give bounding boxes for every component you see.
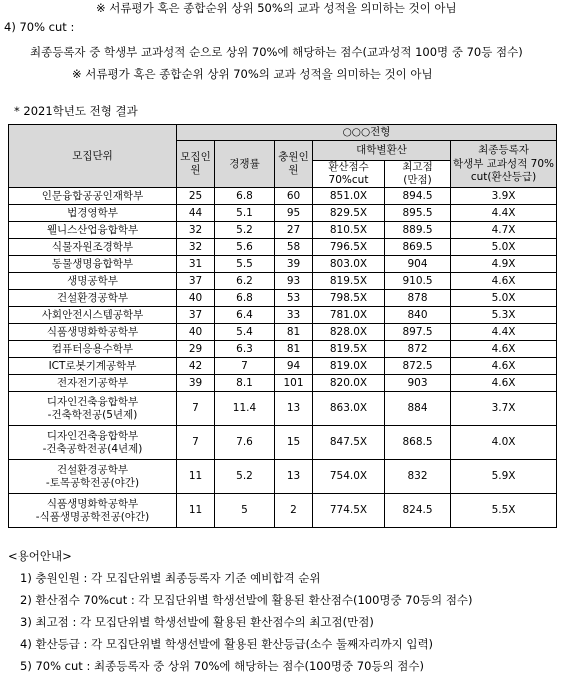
- header-ratio: 경쟁률: [215, 141, 275, 188]
- cell-unit-line1: 인문융합공공인재학부: [41, 189, 144, 202]
- cell-ratio: 7.6: [215, 426, 275, 460]
- cell-unit-line1: 식품생명화학공학부: [46, 497, 139, 510]
- header-group-title: ○○○전형: [177, 125, 557, 141]
- glossary-item: 1) 충원인원 : 각 모집단위별 최종등록자 기준 예비합격 순위: [20, 571, 321, 585]
- cell-quota: 40: [177, 324, 215, 341]
- cell-unit: [9, 290, 177, 307]
- cell-score: 798.5X: [313, 290, 385, 307]
- cell-score: 796.5X: [313, 239, 385, 256]
- section-4-note: ※ 서류평가 혹은 종합순위 상위 70%의 교과 성적을 의미하는 것이 아님: [72, 67, 433, 81]
- header-final-line2: 학생부 교과성적 70%: [453, 157, 555, 170]
- cell-grade: 4.9X: [451, 256, 557, 273]
- cell-ratio: 5.2: [215, 222, 275, 239]
- header-filled: 충원인원: [275, 141, 313, 188]
- cell-grade: 4.6X: [451, 358, 557, 375]
- cell-ratio: 5.1: [215, 205, 275, 222]
- cell-unit: [9, 392, 177, 426]
- cell-score: 754.0X: [313, 460, 385, 494]
- header-final-line3: cut(환산등급): [470, 170, 537, 183]
- cell-ratio: 6.3: [215, 341, 275, 358]
- table-row: [9, 494, 557, 528]
- table-row: [9, 205, 557, 222]
- cell-max: 872: [385, 341, 451, 358]
- cell-max: 824.5: [385, 494, 451, 528]
- table-row: [9, 426, 557, 460]
- table-row: [9, 290, 557, 307]
- cell-unit: [9, 273, 177, 290]
- cell-unit-line1: 건설환경공학부: [56, 463, 128, 476]
- cell-ratio: 5.2: [215, 460, 275, 494]
- header-score70-label: 환산점수: [328, 161, 369, 173]
- cell-ratio: 6.8: [215, 188, 275, 205]
- cell-unit-line1: 전자전기공학부: [56, 376, 128, 389]
- cell-unit-line2: -식품생명공학전공(야간): [35, 510, 150, 523]
- cell-filled: 81: [275, 324, 313, 341]
- cell-max: 897.5: [385, 324, 451, 341]
- cell-ratio: 7: [215, 358, 275, 375]
- section-4-body: 최종등록자 중 학생부 교과성적 순으로 상위 70%에 해당하는 점수(교과성적 100명 중 70등 점수): [30, 45, 523, 59]
- cell-unit: [9, 460, 177, 494]
- cell-max: 894.5: [385, 188, 451, 205]
- cell-unit-line1: 건설환경공학부: [56, 291, 128, 304]
- cell-grade: 4.6X: [451, 341, 557, 358]
- glossary-title: <용어안내>: [8, 549, 72, 563]
- cell-max: 895.5: [385, 205, 451, 222]
- glossary-item: 4) 환산등급 : 각 모집단위별 학생선발에 활용된 환산등급(소수 둘째자리까지 입력): [20, 637, 434, 651]
- cell-unit: [9, 256, 177, 273]
- note-top: ※ 서류평가 혹은 종합순위 상위 50%의 교과 성적을 의미하는 것이 아님: [96, 1, 457, 15]
- cell-grade: 4.6X: [451, 375, 557, 392]
- cell-unit: [9, 494, 177, 528]
- result-heading: * 2021학년도 전형 결과: [14, 104, 138, 118]
- header-score70: [313, 161, 385, 188]
- results-table: [8, 124, 557, 528]
- cell-grade: 5.0X: [451, 290, 557, 307]
- cell-quota: 37: [177, 273, 215, 290]
- header-score70-sub: 70%cut: [328, 174, 369, 187]
- header-quota: 모집인원: [177, 141, 215, 188]
- cell-quota: 25: [177, 188, 215, 205]
- glossary-item: 2) 환산점수 70%cut : 각 모집단위별 학생선발에 활용된 환산점수(100명중 70등의 점수): [20, 593, 473, 607]
- cell-quota: 11: [177, 494, 215, 528]
- cell-grade: 5.9X: [451, 460, 557, 494]
- cell-filled: 13: [275, 460, 313, 494]
- cell-grade: 4.4X: [451, 205, 557, 222]
- cell-score: 847.5X: [313, 426, 385, 460]
- cell-quota: 32: [177, 239, 215, 256]
- cell-max: 910.5: [385, 273, 451, 290]
- cell-unit: [9, 341, 177, 358]
- cell-max: 904: [385, 256, 451, 273]
- cell-filled: 39: [275, 256, 313, 273]
- cell-filled: 27: [275, 222, 313, 239]
- table-row: [9, 375, 557, 392]
- cell-unit-line1: 디자인건축융합학부: [46, 429, 139, 442]
- cell-max: 903: [385, 375, 451, 392]
- cell-unit-line2: -건축학전공(5년제): [47, 408, 138, 421]
- cell-score: 803.0X: [313, 256, 385, 273]
- section-4-title: 4) 70% cut :: [4, 20, 75, 34]
- cell-ratio: 5.4: [215, 324, 275, 341]
- header-max-sub: (만점): [403, 174, 432, 187]
- cell-quota: 40: [177, 290, 215, 307]
- cell-quota: 44: [177, 205, 215, 222]
- cell-score: 774.5X: [313, 494, 385, 528]
- cell-score: 829.5X: [313, 205, 385, 222]
- table-row: [9, 392, 557, 426]
- cell-grade: 3.9X: [451, 188, 557, 205]
- cell-ratio: 5.6: [215, 239, 275, 256]
- cell-filled: 58: [275, 239, 313, 256]
- cell-unit-line1: 컴퓨터응용수학부: [51, 342, 134, 355]
- cell-filled: 33: [275, 307, 313, 324]
- table-row: [9, 188, 557, 205]
- cell-filled: 94: [275, 358, 313, 375]
- cell-ratio: 8.1: [215, 375, 275, 392]
- cell-unit: [9, 375, 177, 392]
- cell-filled: 2: [275, 494, 313, 528]
- cell-score: 819.5X: [313, 273, 385, 290]
- glossary-item: 5) 70% cut : 최종등록자 중 상위 70%에 해당하는 점수(100명중 70등의 점수): [20, 659, 424, 673]
- cell-score: 810.5X: [313, 222, 385, 239]
- cell-grade: 5.5X: [451, 494, 557, 528]
- cell-unit-line2: -토목공학전공(야간): [45, 476, 140, 489]
- table-row: [9, 358, 557, 375]
- cell-max: 878: [385, 290, 451, 307]
- cell-filled: 53: [275, 290, 313, 307]
- cell-quota: 42: [177, 358, 215, 375]
- cell-grade: 4.4X: [451, 324, 557, 341]
- table-row: [9, 324, 557, 341]
- cell-grade: 4.6X: [451, 273, 557, 290]
- cell-quota: 29: [177, 341, 215, 358]
- header-max: [385, 161, 451, 188]
- cell-unit: [9, 307, 177, 324]
- cell-quota: 7: [177, 392, 215, 426]
- cell-ratio: 6.2: [215, 273, 275, 290]
- cell-unit-line1: 동물생명융합학부: [51, 257, 134, 270]
- cell-unit: [9, 188, 177, 205]
- cell-ratio: 11.4: [215, 392, 275, 426]
- cell-quota: 11: [177, 460, 215, 494]
- table-row: [9, 273, 557, 290]
- cell-unit: [9, 324, 177, 341]
- cell-max: 840: [385, 307, 451, 324]
- cell-score: 781.0X: [313, 307, 385, 324]
- header-univ-group: 대학별환산: [313, 141, 451, 161]
- cell-unit-line1: 생명공학부: [67, 274, 118, 287]
- cell-max: 889.5: [385, 222, 451, 239]
- header-max-label: 최고점: [402, 161, 433, 173]
- table-row: [9, 341, 557, 358]
- cell-ratio: 5.5: [215, 256, 275, 273]
- cell-grade: 5.0X: [451, 239, 557, 256]
- cell-max: 872.5: [385, 358, 451, 375]
- cell-unit: [9, 239, 177, 256]
- table-row: [9, 460, 557, 494]
- cell-filled: 81: [275, 341, 313, 358]
- cell-quota: 31: [177, 256, 215, 273]
- cell-unit-line2: -건축공학전공(4년제): [42, 442, 143, 455]
- cell-filled: 101: [275, 375, 313, 392]
- cell-unit: [9, 205, 177, 222]
- cell-max: 868.5: [385, 426, 451, 460]
- cell-unit-line1: 식품생명화학공학부: [46, 325, 139, 338]
- cell-unit-line1: ICT로봇기계공학부: [48, 359, 137, 372]
- cell-quota: 32: [177, 222, 215, 239]
- cell-max: 869.5: [385, 239, 451, 256]
- cell-ratio: 5: [215, 494, 275, 528]
- table-row: [9, 239, 557, 256]
- cell-grade: 3.7X: [451, 392, 557, 426]
- cell-unit-line1: 법경영학부: [67, 206, 118, 219]
- cell-unit-line1: 사회안전시스템공학부: [41, 308, 144, 321]
- cell-score: 819.0X: [313, 358, 385, 375]
- cell-unit: [9, 426, 177, 460]
- cell-score: 851.0X: [313, 188, 385, 205]
- cell-unit-line1: 웰니스산업융합학부: [46, 223, 139, 236]
- cell-grade: 4.0X: [451, 426, 557, 460]
- cell-unit-line1: 디자인건축융합학부: [46, 395, 139, 408]
- table-row: [9, 222, 557, 239]
- cell-filled: 95: [275, 205, 313, 222]
- cell-filled: 15: [275, 426, 313, 460]
- cell-unit: [9, 358, 177, 375]
- cell-quota: 37: [177, 307, 215, 324]
- header-final-title: 최종등록자: [478, 144, 529, 157]
- cell-quota: 39: [177, 375, 215, 392]
- header-unit: 모집단위: [9, 125, 177, 188]
- cell-ratio: 6.8: [215, 290, 275, 307]
- cell-max: 884: [385, 392, 451, 426]
- cell-score: 820.0X: [313, 375, 385, 392]
- cell-filled: 60: [275, 188, 313, 205]
- cell-unit: [9, 222, 177, 239]
- cell-max: 832: [385, 460, 451, 494]
- table-row: [9, 307, 557, 324]
- cell-quota: 7: [177, 426, 215, 460]
- cell-grade: 5.3X: [451, 307, 557, 324]
- glossary-item: 3) 최고점 : 각 모집단위별 학생선발에 활용된 환산점수의 최고점(만점): [20, 615, 374, 629]
- cell-score: 819.5X: [313, 341, 385, 358]
- cell-unit-line1: 식물자원조경학부: [51, 240, 134, 253]
- cell-grade: 4.7X: [451, 222, 557, 239]
- cell-score: 863.0X: [313, 392, 385, 426]
- cell-filled: 13: [275, 392, 313, 426]
- cell-ratio: 6.4: [215, 307, 275, 324]
- cell-filled: 93: [275, 273, 313, 290]
- table-row: [9, 256, 557, 273]
- header-final: [451, 141, 557, 188]
- cell-score: 828.0X: [313, 324, 385, 341]
